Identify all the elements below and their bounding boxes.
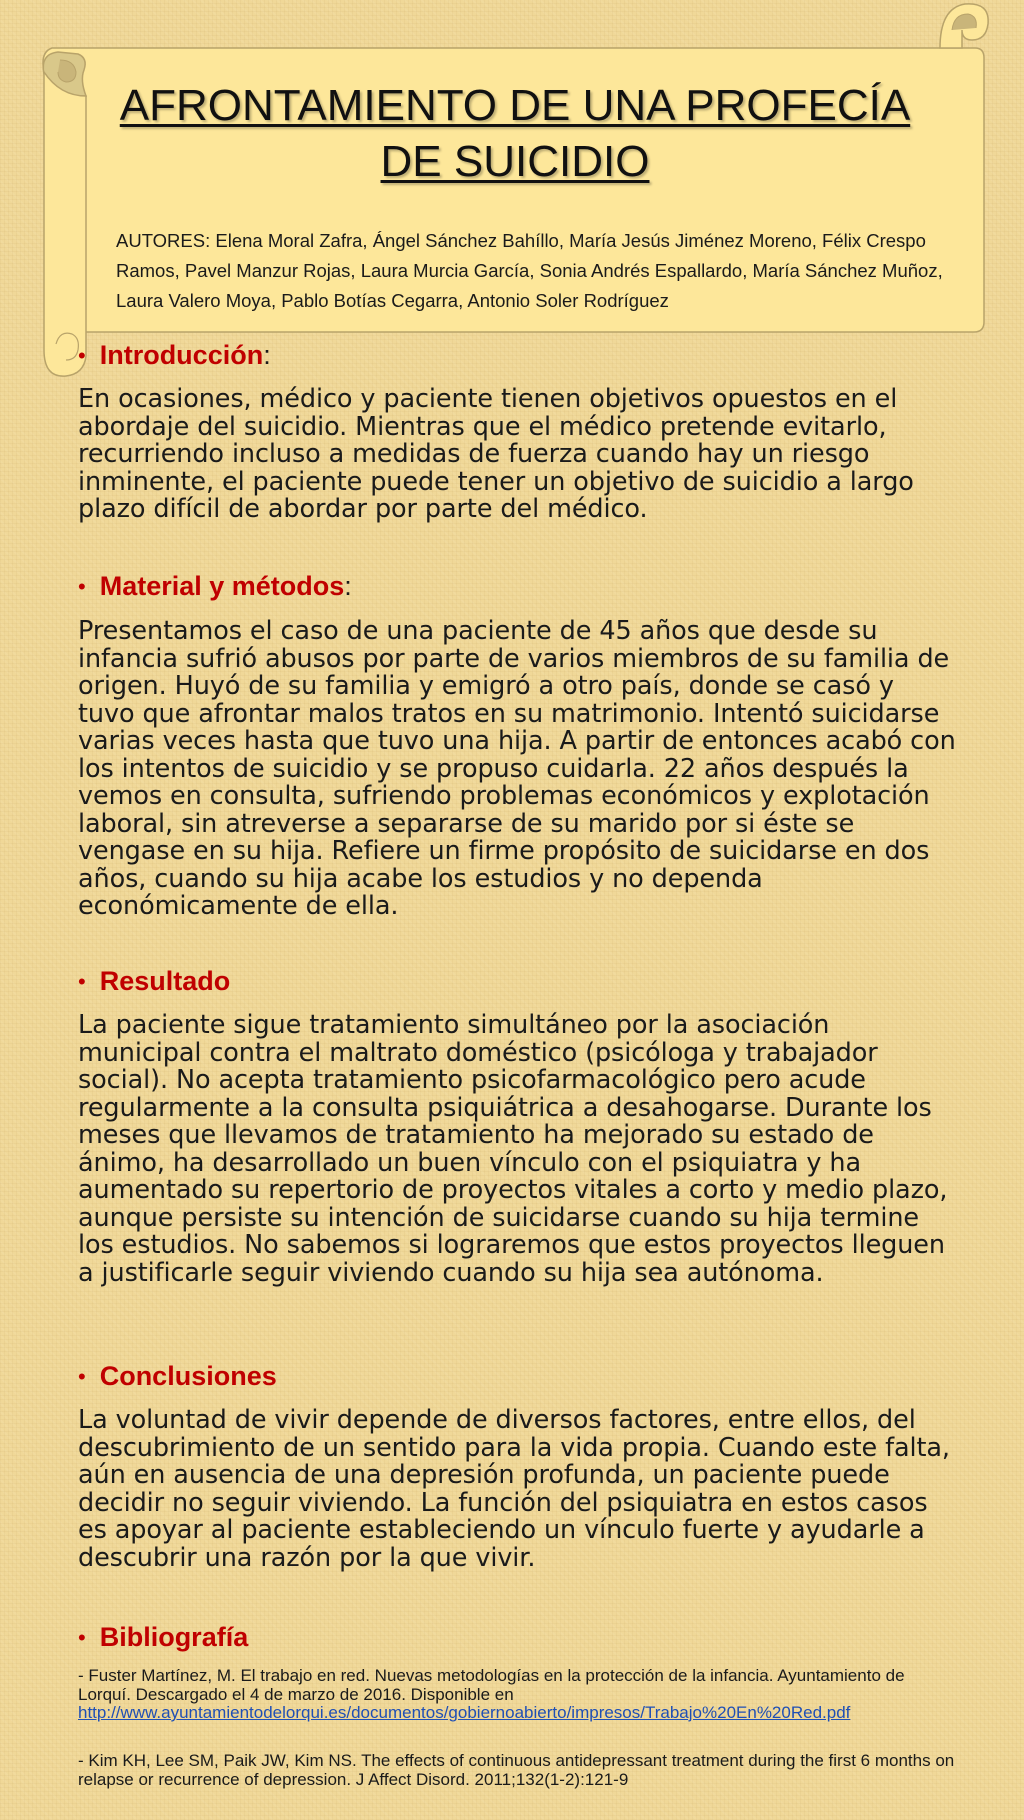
bullet-icon: • [78, 968, 86, 994]
bullet-icon: • [78, 342, 86, 368]
heading-label: Bibliografía [99, 1622, 249, 1652]
heading-label: Introducción [99, 340, 264, 370]
poster-title: AFRONTAMIENTO DE UNA PROFECÍA DE SUICIDIO [119, 81, 911, 186]
scroll-roll-left [44, 72, 86, 376]
heading-colon: : [263, 340, 271, 370]
heading-bibliografia [78, 1622, 248, 1653]
heading-label: Material y métodos [99, 571, 345, 601]
ref-1-link[interactable]: http://www.ayuntamientodelorqui.es/documentos/gobiernoabierto/impresos/Trabajo%20En%20Red.pdf [78, 1703, 851, 1722]
authors-list: AUTORES: Elena Moral Zafra, Ángel Sánchez Bahíllo, María Jesús Jiménez Moreno, Félix Crespo Ramos, Pavel Manzur Rojas, Laura Murcia García, Sonia Andrés Espallardo, María Sánchez Muñoz, Laura Valero Moya, Pablo Botías Cegarra, Antonio Soler Rodríguez [116, 230, 943, 311]
heading-resultado [78, 966, 230, 997]
bibliography-ref-1 [78, 1667, 958, 1723]
heading-colon: : [344, 571, 352, 601]
heading-introduccion [78, 340, 271, 371]
bullet-icon: • [78, 573, 86, 599]
bullet-icon: • [78, 1624, 86, 1650]
heading-conclusiones [78, 1361, 277, 1392]
conclusiones-text: La voluntad de vivir depende de diversos factores, entre ellos, del descubrimiento de un sentido para la vida propia. Cuando este falta, aún en ausencia de una depresión profunda, un paciente puede decidir no seguir viviendo. La función del psiquiatra en estos casos es apoyar al paciente estableciendo un vínculo fuerte y ayudarle a descubrir una razón por la que vivir. [78, 1405, 950, 1573]
bibliography-ref-2: - Kim KH, Lee SM, Paik JW, Kim NS. The effects of continuous antidepressant treatment during the first 6 months on relapse or recurrence of depression. J Affect Disord. 2011;132(1-2):121-9 [78, 1751, 955, 1789]
material-metodos-text: Presentamos el caso de una paciente de 45 años que desde su infancia sufrió abusos por parte de varios miembros de su familia de origen. Huyó de su familia y emigró a otro país, donde se casó y tuvo que afrontar malos tratos en su matrimonio. Intentó suicidarse varias veces hasta que tuvo una hija. A partir de entonces acabó con los intentos de suicidio y se propuso cuidarla. 22 años después la vemos en consulta, sufriendo problemas económicos y explotación laboral, sin atreverse a separarse de su marido por si éste se vengase en su hija. Refiere un firme propósito de suicidarse en dos años, cuando su hija acabe los estudios y no dependa económicamente de ella. [78, 616, 956, 921]
heading-label: Resultado [99, 966, 231, 996]
resultado-text: La paciente sigue tratamiento simultáneo por la asociación municipal contra el maltrato doméstico (psicóloga y trabajador social). No acepta tratamiento psicofarmacológico pero acude regularmente a la consulta psiquiátrica a desahogarse. Durante los meses que llevamos de tratamiento ha mejorado su estado de ánimo, ha desarrollado un buen vínculo con el psiquiatra y ha aumentado su repertorio de proyectos vitales a corto y medio plazo, aunque persiste su intención de suicidarse cuando su hija termine los estudios. No sabemos si lograremos que estos proyectos lleguen a justificarle seguir viviendo cuando su hija sea autónoma. [78, 1010, 948, 1288]
introduccion-text: En ocasiones, médico y paciente tienen objetivos opuestos en el abordaje del suicidio. Mientras que el médico pretende evitarlo, recurriendo incluso a medidas de fuerza cuando hay un riesgo inminente, el paciente puede tener un objetivo de suicidio a largo plazo difícil de abordar por parte del médico. [78, 384, 914, 524]
bullet-icon: • [78, 1363, 86, 1389]
heading-label: Conclusiones [99, 1361, 277, 1391]
heading-material-metodos [78, 571, 352, 602]
ref-1-text: - Fuster Martínez, M. El trabajo en red. Nuevas metodologías en la protección de la infancia. Ayuntamiento de Lorquí. Descargado el 4 de marzo de 2016. Disponible en [78, 1666, 905, 1704]
